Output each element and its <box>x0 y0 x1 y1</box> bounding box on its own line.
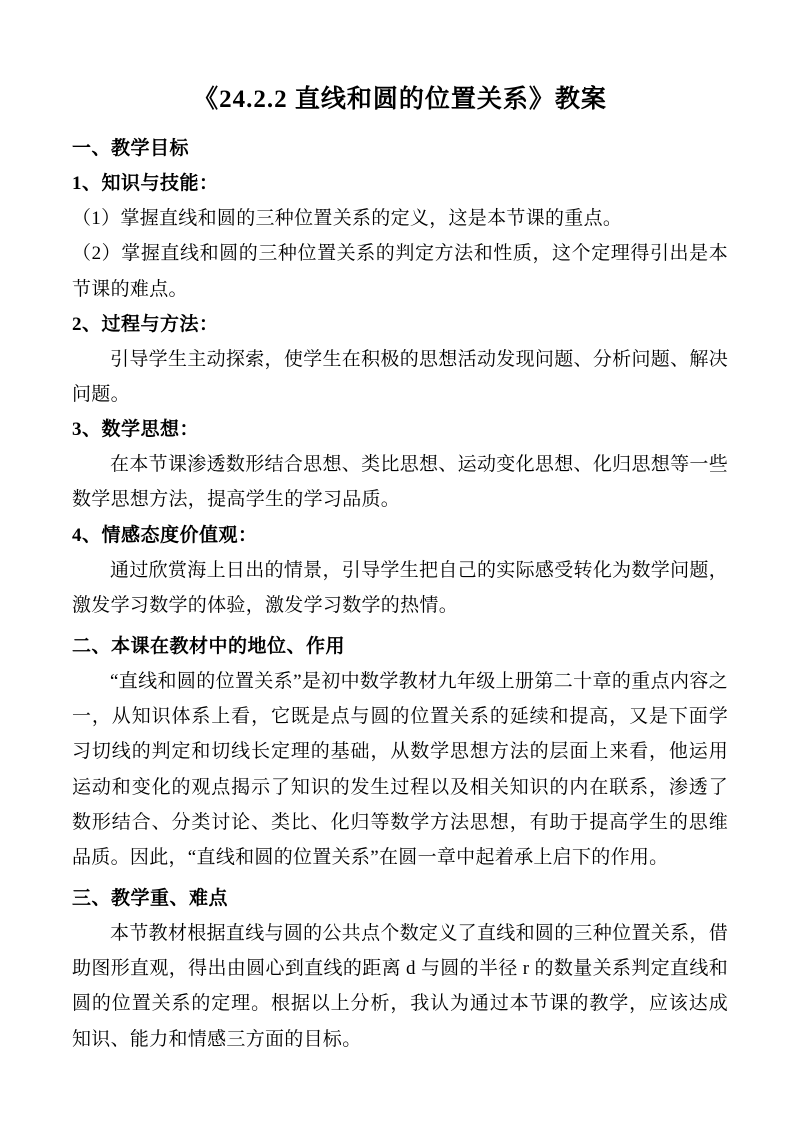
paragraph-position-role: “直线和圆的位置关系”是初中数学教材九年级上册第二十章的重点内容之一，从知识体系上看，它既是点与圆的位置关系的延续和提高，又是下面学习切线的判定和切线长定理的基础，从数学思想方法的层面上来看，他运用运动和变化的观点揭示了知识的发生过程以及相关知识的内在联系，渗透了数形结合、分类讨论、类比、化归等数学方法思想，有助于提高学生的思维品质。因此，“直线和圆的位置关系”在圆一章中起着承上启下的作用。 <box>72 671 728 868</box>
section-heading-position-role: 二、本课在教材中的地位、作用 <box>72 635 346 657</box>
subheading-math-thought: 3、数学思想： <box>72 419 200 441</box>
subheading-knowledge-skills: 1、知识与技能： <box>72 173 219 195</box>
paragraph-process-method: 引导学生主动探索，使学生在积极的思想活动发现问题、分析问题、解决问题。 <box>72 348 728 405</box>
page-title: 《24.2.2 直线和圆的位置关系》教案 <box>193 86 607 113</box>
section-heading-key-difficult-points: 三、教学重、难点 <box>72 887 229 909</box>
section-heading-teaching-goals: 一、教学目标 <box>72 138 190 159</box>
paragraph-math-thought: 在本节课渗透数形结合思想、类比思想、运动变化思想、化归思想等一些数学思想方法，提高学生的学习品质。 <box>72 454 728 511</box>
subheading-attitude-values: 4、情感态度价值观： <box>72 524 258 546</box>
subheading-process-method: 2、过程与方法： <box>72 313 219 335</box>
paragraph-key-difficult-points: 本节教材根据直线与圆的公共点个数定义了直线和圆的三种位置关系，借助图形直观，得出由圆心到直线的距离 d 与圆的半径 r 的数量关系判定直线和圆的位置关系的定理。根据以上分析，我认为通过本节课的教学，应该达成知识、能力和情感三方面的目标。 <box>72 923 728 1050</box>
paragraph-knowledge-item-1: （1）掌握直线和圆的三种位置关系的定义，这是本节课的重点。 <box>72 208 623 230</box>
document-body <box>72 131 728 1057</box>
paragraph-attitude-values: 通过欣赏海上日出的情景，引导学生把自己的实际感受转化为数学问题，激发学习数学的体验，激发学习数学的热情。 <box>72 559 728 616</box>
paragraph-knowledge-item-2: （2）掌握直线和圆的三种位置关系的判定方法和性质，这个定理得引出是本节课的难点。 <box>72 243 728 300</box>
